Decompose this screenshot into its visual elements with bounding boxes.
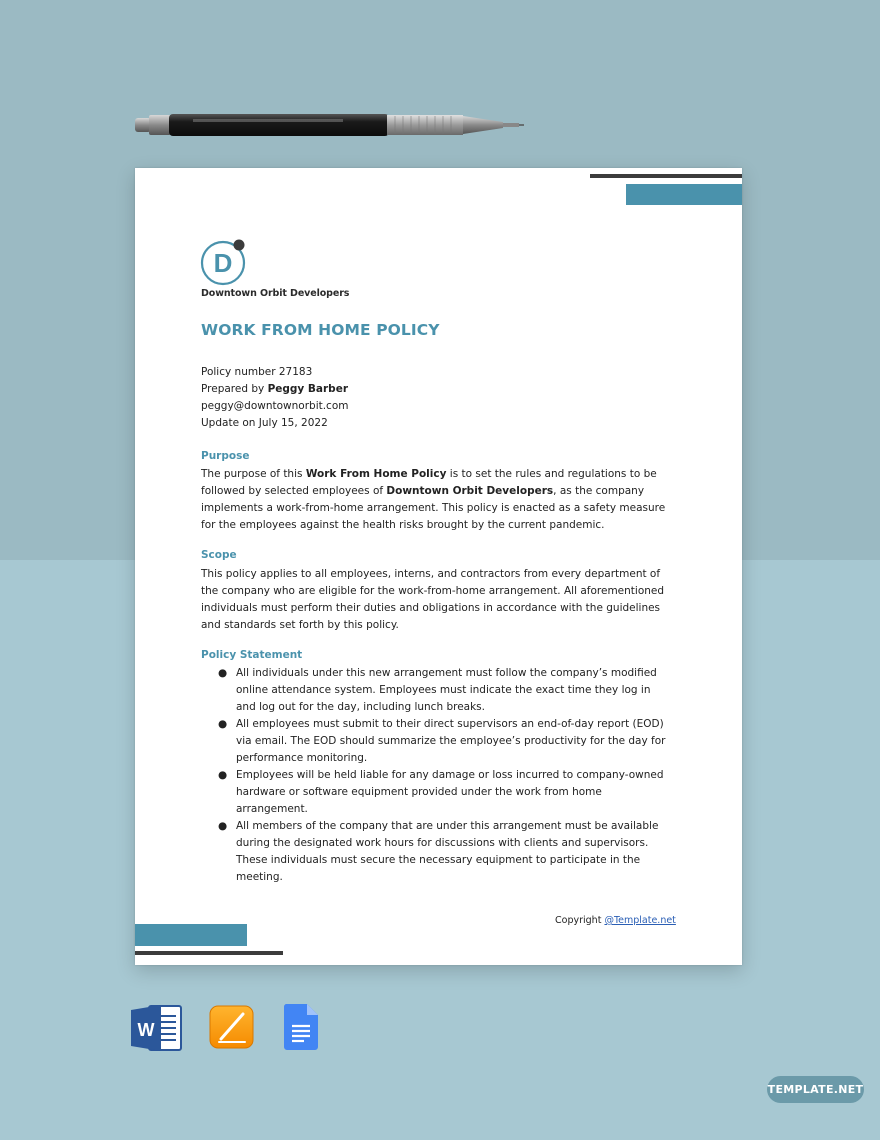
template-link[interactable]: @Template.net (604, 915, 676, 926)
list-item: ● All employees must submit to their direct supervisors an end-of-day report (EOD) via email. The EOD should summarize the employee’s productivity for the day for performance monitoring. (218, 718, 666, 764)
purpose-text: The purpose of this Work From Home Policy is to set the rules and regulations to be followed by selected employees of Downtown Orbit Developers, as the company implements a work-from-home arrangement. This policy is enacted as a safety measure for the employees against the health risks brought by the current pandemic. (201, 468, 666, 531)
scope-heading: Scope (201, 549, 237, 561)
policy-number: Policy number 27183 (201, 366, 313, 378)
prepared-by-name: Peggy Barber (267, 383, 348, 395)
author-email: peggy@downtownorbit.com (201, 400, 349, 412)
prepared-by-label: Prepared by (201, 383, 268, 395)
company-logo (199, 236, 251, 288)
decor-line-bottom (135, 951, 283, 955)
document-title: WORK FROM HOME POLICY (201, 321, 440, 339)
google-docs-icon[interactable] (284, 1004, 318, 1050)
decor-bar-top (626, 184, 742, 205)
policy-statement-list (201, 665, 671, 886)
template-net-badge[interactable]: TEMPLATE.NET (767, 1076, 864, 1103)
company-name: Downtown Orbit Developers (201, 288, 350, 299)
word-letter: W (137, 1020, 155, 1040)
update-date: Update on July 15, 2022 (201, 417, 328, 429)
list-item: ● All members of the company that are under this arrangement must be available during the designated work hours for discussions with clients and supervisors. These individuals must secure the necessary equipment to participate in the meeting. (218, 820, 659, 883)
pen-icon (133, 112, 525, 138)
copyright-notice: Copyright @Template.net (555, 915, 676, 926)
policy-statement-heading: Policy Statement (201, 649, 303, 661)
pages-icon[interactable] (209, 1005, 254, 1049)
document-meta (201, 364, 349, 432)
logo-letter: D (213, 248, 233, 278)
word-icon[interactable] (131, 1004, 183, 1052)
scope-text: This policy applies to all employees, interns, and contractors from every department of the company who are eligible for the work-from-home arrangement. All aforementioned individuals must perform their duties and obligations in accordance with the guidelines and standards set forth by this policy. (201, 568, 665, 631)
list-item: ● Employees will be held liable for any damage or loss incurred to company-owned hardware or software equipment provided under the work from home arrangement. (218, 769, 664, 815)
purpose-heading: Purpose (201, 450, 250, 462)
list-item: ● All individuals under this new arrangement must follow the company’s modified online attendance system. Employees must indicate the exact time they log in and log out for the day, including lunch breaks. (218, 667, 657, 713)
prepared-by (201, 381, 349, 398)
decor-bar-bottom (135, 924, 247, 946)
decor-line-top (590, 174, 742, 178)
logo-circle-icon (199, 236, 251, 288)
policy-document (135, 168, 742, 965)
